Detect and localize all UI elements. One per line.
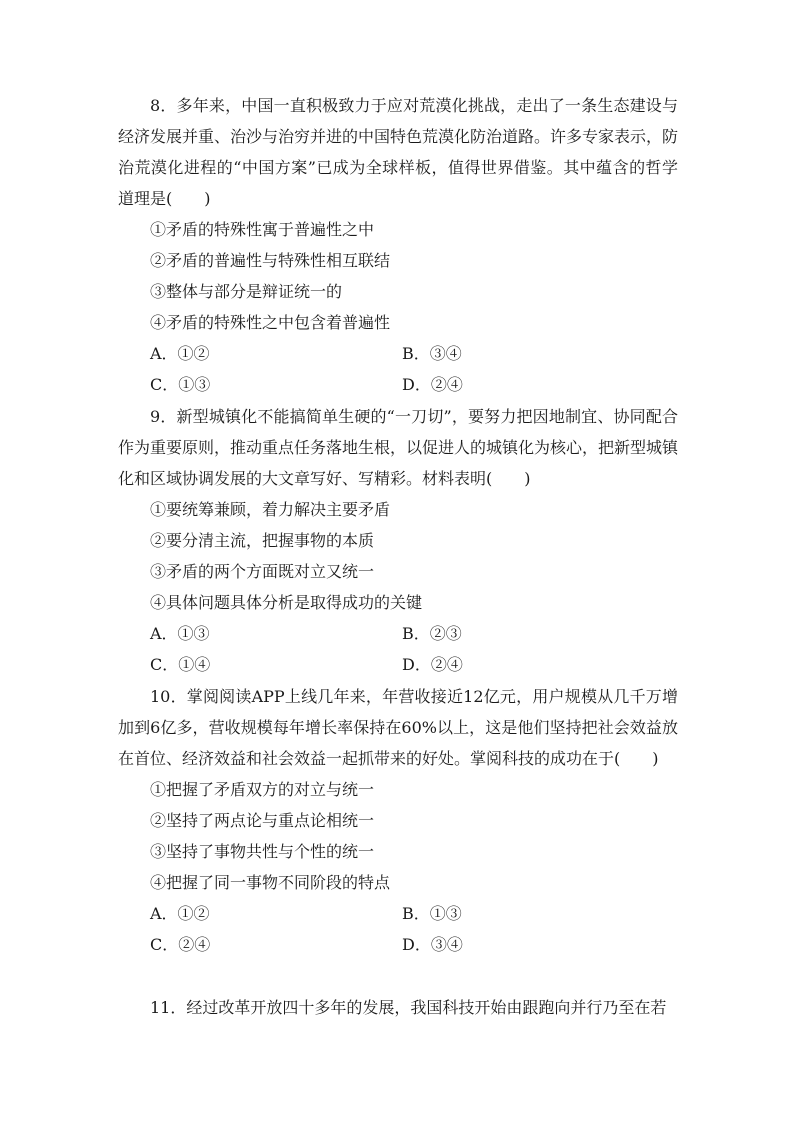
answer-options [118, 618, 678, 680]
statement: ④把握了同一事物不同阶段的特点 [150, 873, 391, 892]
statement: ②坚持了两点论与重点论相统一 [150, 811, 375, 830]
statement: ①把握了矛盾双方的对立与统一 [150, 780, 375, 799]
statement: ②要分清主流，把握事物的本质 [150, 531, 375, 550]
option-a: A．①③ [150, 624, 210, 643]
statement: ④具体问题具体分析是取得成功的关键 [150, 593, 423, 612]
statement: ②矛盾的普遍性与特殊性相互联结 [150, 251, 391, 270]
option-d: D．②④ [402, 655, 463, 674]
option-c: C．①④ [150, 655, 211, 674]
question-stem: 11．经过改革开放四十多年的发展，我国科技开始由跟跑向并行乃至在若 [150, 998, 667, 1017]
question-9 [118, 401, 678, 680]
statement: ④矛盾的特殊性之中包含着普遍性 [150, 313, 391, 332]
answer-options [118, 338, 678, 400]
option-d: D．②④ [402, 375, 463, 394]
option-c: C．①③ [150, 375, 211, 394]
option-d: D．③④ [402, 935, 463, 954]
statement: ③整体与部分是辩证统一的 [150, 282, 343, 301]
answer-options [118, 898, 678, 960]
question-8 [118, 90, 678, 400]
question-stem: 10．掌阅阅读APP上线几年来，年营收接近12亿元，用户规模从几千万增加到6亿多，营收规模每年增长率保持在60%以上，这是他们坚持把社会效益放在首位、经济效益和社会效益一起抓带来的好处。掌阅科技的成功在于( ) [118, 687, 678, 768]
statement: ③矛盾的两个方面既对立又统一 [150, 562, 375, 581]
question-stem: 9．新型城镇化不能搞简单生硬的“一刀切”，要努力把因地制宜、协同配合作为重要原则，推动重点任务落地生根，以促进人的城镇化为核心，把新型城镇化和区域协调发展的大文章写好、写精彩。材料表明( ) [118, 407, 679, 488]
statement: ①要统筹兼顾，着力解决主要矛盾 [150, 500, 391, 519]
question-stem: 8．多年来，中国一直积极致力于应对荒漠化挑战，走出了一条生态建设与经济发展并重、治沙与治穷并进的中国特色荒漠化防治道路。许多专家表示，防治荒漠化进程的“中国方案”已成为全球样板，值得世界借鉴。其中蕴含的哲学道理是( ) [118, 96, 679, 208]
option-c: C．②④ [150, 935, 211, 954]
question-10 [118, 681, 678, 960]
statement: ①矛盾的特殊性寓于普遍性之中 [150, 220, 375, 239]
option-b: B．①③ [402, 904, 462, 923]
option-a: A．①② [150, 344, 210, 363]
option-b: B．②③ [402, 624, 462, 643]
option-b: B．③④ [402, 344, 462, 363]
statement: ③坚持了事物共性与个性的统一 [150, 842, 375, 861]
option-a: A．①② [150, 904, 210, 923]
question-11 [118, 992, 678, 1023]
